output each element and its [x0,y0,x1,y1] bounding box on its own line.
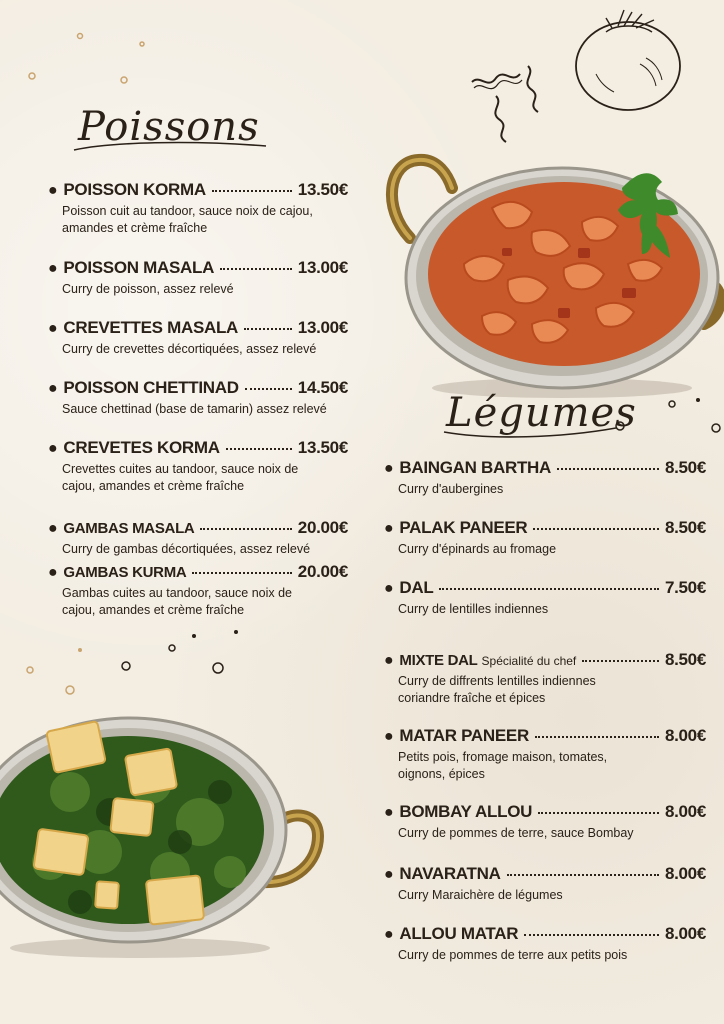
item-description: Curry de pommes de terre aux petits pois [398,948,628,962]
menu-item [384,802,706,842]
item-name: DAL [399,578,434,597]
item-description: Sauce chettinad (base de tamarin) assez relevé [62,402,327,416]
menu-item [384,458,706,498]
menu-item [48,438,348,495]
item-name: GAMBAS KURMA [63,564,187,581]
item-price: 13.50€ [297,438,348,457]
item-name: ALLOU MATAR [399,924,519,943]
item-name: MATAR PANEER [399,726,529,745]
item-price: 8.50€ [664,650,706,669]
palak-paneer-image [0,712,326,964]
item-description: Crevettes cuites au tandoor, sauce noix de cajou, amandes et crème fraîche [62,462,299,493]
leader-dots [439,588,659,590]
item-price: 8.00€ [664,864,706,883]
shrimp-curry-image [382,148,724,400]
item-name: POISSON CHETTINAD [63,378,239,397]
item-name: MIXTE DAL [399,652,478,669]
item-price: 20.00€ [297,562,348,581]
item-price: 7.50€ [664,578,706,597]
leader-dots [538,812,659,814]
item-description: Curry de lentilles indiennes [398,602,549,616]
leader-dots [212,190,292,192]
item-description: Curry de gambas décortiquées, assez relevé [62,542,311,556]
item-price: 8.50€ [664,458,706,477]
bullet-icon: ● [48,564,58,581]
item-description: Curry de pommes de terre, sauce Bombay [398,826,634,840]
item-description: Curry de poisson, assez relevé [62,282,234,296]
bullet-icon: ● [384,728,394,745]
item-price: 8.00€ [664,802,706,821]
item-name: GAMBAS MASALA [63,520,195,537]
leader-dots [524,934,659,936]
item-description: Curry de crevettes décortiquées, assez relevé [62,342,317,356]
item-name: PALAK PANEER [399,518,528,537]
bullet-icon: ● [384,580,394,597]
item-description: Gambas cuites au tandoor, sauce noix de cajou, amandes et crème fraîche [62,586,293,617]
bullet-icon: ● [48,520,58,537]
menu-item [48,518,348,558]
item-price: 8.00€ [664,726,706,745]
leader-dots [582,660,659,662]
menu-item [384,578,706,618]
item-name: BOMBAY ALLOU [399,802,533,821]
section-title-legumes: Légumes [446,390,637,436]
leader-dots [557,468,659,470]
bullet-icon: ● [48,182,58,199]
bullet-icon: ● [48,440,58,457]
item-price: 8.50€ [664,518,706,537]
bullet-icon: ● [384,804,394,821]
menu-item [48,258,348,298]
item-description: Curry d'aubergines [398,482,504,496]
leader-dots [244,328,292,330]
leader-dots [200,528,291,530]
menu-item [384,518,706,558]
menu-item [48,318,348,358]
bullet-icon: ● [48,380,58,397]
title-swash-icon [70,136,270,156]
leader-dots [226,448,292,450]
item-name: CREVETTES MASALA [63,318,239,337]
item-name: BAINGAN BARTHA [399,458,551,477]
menu-item [384,924,706,964]
title-swash-icon [440,424,620,444]
item-name: CREVETES KORMA [63,438,220,457]
leader-dots [507,874,659,876]
menu-item [384,726,706,783]
menu-item [48,378,348,418]
menu-item [48,180,348,237]
item-price: 14.50€ [297,378,348,397]
bullet-icon: ● [48,320,58,337]
leader-dots [220,268,292,270]
leader-dots [533,528,659,530]
section-title-poissons: Poissons [78,104,260,150]
bullet-icon: ● [384,652,394,669]
item-description: Curry Maraichère de légumes [398,888,563,902]
menu-item [384,864,706,904]
item-name: NAVARATNA [399,864,501,883]
bullet-icon: ● [48,260,58,277]
bullet-icon: ● [384,460,394,477]
item-description: Petits pois, fromage maison, tomates, oignons, épices [398,750,608,781]
item-price: 8.00€ [664,924,706,943]
item-subtitle: Spécialité du chef [481,654,577,668]
leader-dots [192,572,291,574]
item-price: 13.00€ [297,258,348,277]
leader-dots [245,388,292,390]
item-price: 20.00€ [297,518,348,537]
dots-decoration-icon [20,610,260,700]
item-description: Poisson cuit au tandoor, sauce noix de cajou, amandes et crème fraîche [62,204,313,235]
dots-decoration-icon [20,30,180,90]
menu-item [384,650,706,707]
item-price: 13.00€ [297,318,348,337]
bullet-icon: ● [384,926,394,943]
menu-item [48,562,348,619]
tomato-icon [566,4,686,116]
item-description: Curry de diffrents lentilles indiennes coriandre fraîche et épices [398,674,596,705]
item-price: 13.50€ [297,180,348,199]
item-name: POISSON MASALA [63,258,215,277]
item-description: Curry d'épinards au fromage [398,542,557,556]
bullet-icon: ● [384,866,394,883]
pasta-icon [466,56,550,146]
leader-dots [535,736,659,738]
item-name: POISSON KORMA [63,180,206,199]
bullet-icon: ● [384,520,394,537]
